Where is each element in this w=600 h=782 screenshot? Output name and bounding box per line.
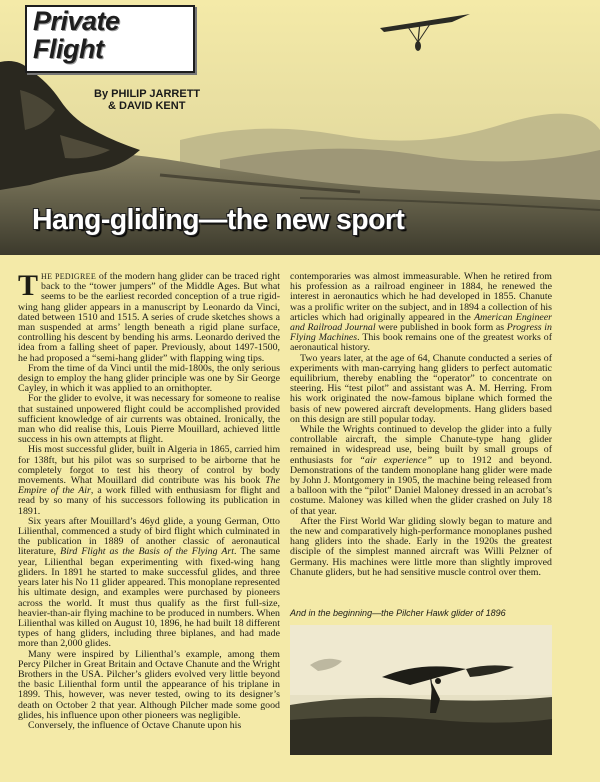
byline-author-1: By PHILIP JARRETT <box>94 88 201 100</box>
paragraph: While the Wrights continued to develop the glider into a fully controllable aircraft, the simple Chanute-type hang glider remained in widespread use, being built by small groups of enthusiasts for “air experience” up to 1912 and beyond. Demonstrations of the tandem monoplane hang glider were made by John J. Montgomery in 1905, the machine being released from a balloon with the “pilot” Daniel Maloney dressed in an acrobat’s costume. Maloney was killed when the glider crashed on July 18 of that year. <box>290 424 552 517</box>
article-column-right <box>290 272 552 578</box>
lead-small-caps: HE PEDIGREE <box>41 272 97 281</box>
drop-cap: T <box>18 269 39 302</box>
paragraph: Conversely, the influence of Octave Chanute upon his <box>28 719 242 731</box>
byline <box>94 88 200 112</box>
section-label-box <box>25 5 195 73</box>
article-headline: Hang-gliding—the new sport <box>32 204 405 236</box>
byline-author-2: & DAVID KENT <box>108 100 186 112</box>
pilcher-hawk-photo <box>290 625 552 755</box>
paragraph: contemporaries was almost immeasurable. When he retired from his profession as a railroad engineer in 1884, he renewed the interest in aeronautics which he had developed in 1855. Chanute was a prolific writer on the subject, and in 1894 a collection of his articles which had originally appeared in the American Engineer and Railroad Journal were published in book form as Progress in Flying Machines. This book remains one of the greatest works of aeronautical history. <box>290 271 552 354</box>
paragraph: Many were inspired by Lilienthal’s example, among them Percy Pilcher in Great Britain and Octave Chanute and the Wright Brothers in the USA. Pilcher’s gliders evolved very little beyond the basic Lilienthal form until the appearance of his triplane in 1899. This, however, was never tested, owing to its designer’s death on October 2 that year. Although Pilcher made some good glides, his influence upon other pioneers was negligible. <box>18 648 280 721</box>
paragraph: His most successful glider, built in Algeria in 1865, carried him for 138ft, but his pilot was so surprised to be airborne that he completely forgot to test his theory of control by body movements. What Mouillard did contribute was his book The Empire of the Air, a work filled with enthusiasm for flight and read by so many of his successors following its publication in 1891. <box>18 444 280 517</box>
header-photo <box>0 0 600 255</box>
photo-caption: And in the beginning—the Pilcher Hawk glider of 1896 <box>290 608 506 618</box>
paragraph: Six years after Mouillard’s 46yd glide, a young German, Otto Lilienthal, commenced a study of bird flight which culminated in the publication in 1889 of another classic of aeronautical literature, Bird Flight as the Basis of the Flying Art. The same year, Lilienthal began experimenting with fixed-wing hang gliders. In 1891 he started to make successful glides, and three years later his No 11 glider appeared. This monoplane represented his ultimate design, and examples were purchased by pioneers across the world. It must thus qualify as the first full-size, heavier-than-air flying machine to be produced in numbers. When Lilienthal was killed on August 10, 1896, he had built 18 different types of hang gliders, including three biplanes, and had made more than 2,000 glides. <box>18 515 281 650</box>
article-column-left <box>18 269 281 731</box>
paragraph: For the glider to evolve, it was necessary for someone to realise that sustained unpowered flight could be accomplished provided sufficient knowledge of air currents was obtained. Ironically, the man who did realise this, Louis Pierre Mouillard, achieved little success in his own attempts at flight. <box>18 393 280 446</box>
paragraph: From the time of da Vinci until the mid-1800s, the only serious design to employ the hang glider principle was one by Sir George Cayley, in which it was applied to an ornithopter. <box>18 362 280 395</box>
pilcher-hawk-glider-photo <box>290 625 552 755</box>
paragraph: THE PEDIGREE of the modern hang glider can be traced right back to the “tower jumpers” of the Middle Ages. But what seems to be the earliest recorded conception of a true rigid-wing hang glider appears in a manuscript by Leonardo da Vinci, dated between 1510 and 1515. A series of crude sketches shows a man suspended at arms’ length beneath a rigid plane surface, controlling his descent by bending his arms. Leonardo derived the idea from a falling sheet of paper. Previously, about 1497-1500, he had proposed a “semi-hang glider” with flapping wing tips. <box>18 269 280 364</box>
paragraph: After the First World War gliding slowly began to mature and the new and comparatively high-performance monoplanes pushed hang gliders into the shade. Early in the 1920s the greatest disciple of the simplest manned aircraft was Willi Pelzner of Germany. His machines were little more than slightly improved Chanute gliders, but he had sensitive muscle control over them. <box>290 515 552 578</box>
paragraph: Two years later, at the age of 64, Chanute conducted a series of experiments with man-carrying hang gliders to perfect automatic equilibrium, thereby enabling the “operator” to concentrate on steering. His “test pilot” and assistant was A. M. Herring. From his work originated the now-famous biplane which formed the basis of new powered aircraft developments. Hang gliders based on this design are still popular today. <box>290 352 552 425</box>
section-title: Private Flight <box>33 6 120 64</box>
